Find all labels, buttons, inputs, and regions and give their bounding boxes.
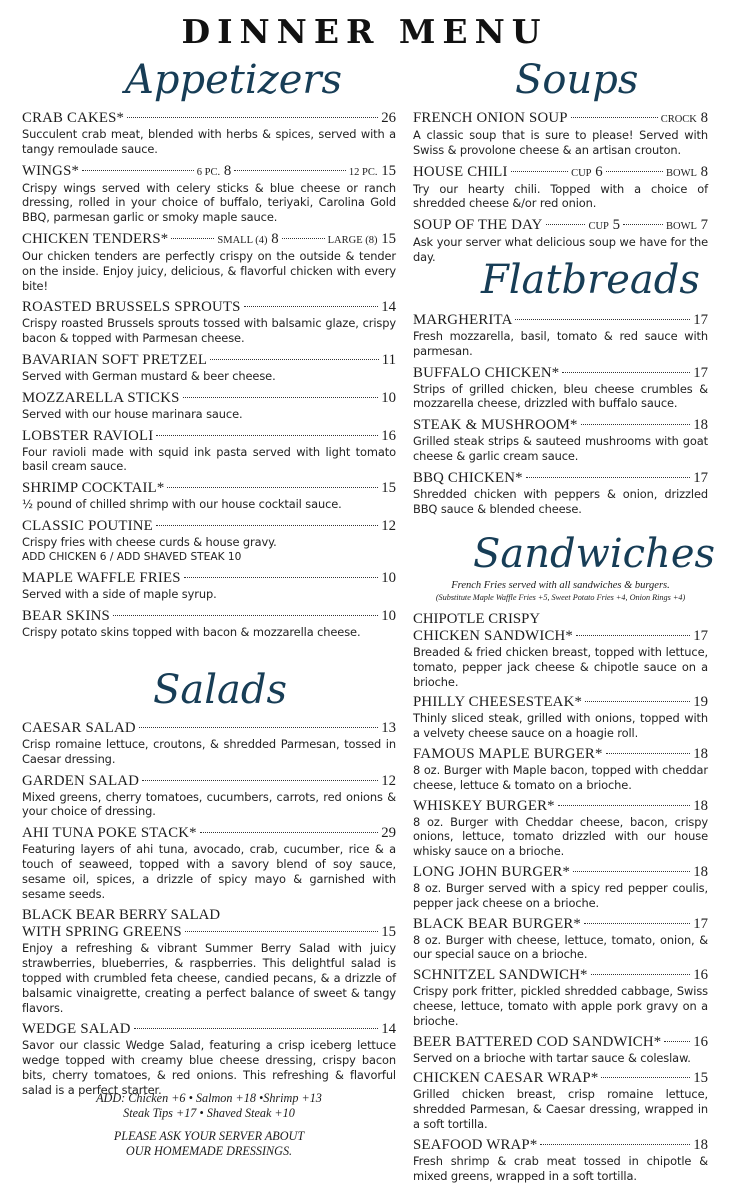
leader-dots xyxy=(591,974,691,975)
item-price: 8 xyxy=(220,162,232,179)
size-option: CUP xyxy=(588,221,609,233)
dressings-note: PLEASE ASK YOUR SERVER ABOUT xyxy=(113,1129,305,1143)
item-price: 15 xyxy=(693,1070,708,1087)
item-price: 8 xyxy=(696,163,709,180)
leader-dots xyxy=(601,1077,690,1078)
item-name: STEAK & MUSHROOM* xyxy=(413,417,578,434)
item-name: GARDEN SALAD xyxy=(22,772,140,789)
size-option: CUP xyxy=(571,167,592,179)
item-name: PHILLY CHEESESTEAK* xyxy=(413,694,583,711)
leader-dots xyxy=(244,306,379,307)
item-name: LOBSTER RAVIOLI xyxy=(22,427,154,444)
leader-dots xyxy=(584,923,690,924)
item-name: FAMOUS MAPLE BURGER* xyxy=(413,745,603,762)
item-price: 7 xyxy=(696,217,709,234)
leader-dots xyxy=(664,1041,690,1042)
item-header xyxy=(22,518,396,535)
item-description: Strips of grilled chicken, bleu cheese crumbles & mozzarella cheese, drizzled with buffalo sauce. xyxy=(413,381,708,411)
item-header xyxy=(22,773,396,790)
menu-item xyxy=(413,110,708,158)
item-name: MOZZARELLA STICKS xyxy=(22,389,180,406)
item-description: Crisp romaine lettuce, croutons, & shredded Parmesan, tossed in Caesar dressing. xyxy=(22,737,396,766)
item-description: Served with a side of maple syrup. xyxy=(22,586,217,601)
leader-dots xyxy=(142,780,378,781)
item-description: Fresh mozzarella, basil, tomato & red sauce with parmesan. xyxy=(413,329,708,358)
salads-notes xyxy=(22,1091,396,1159)
item-name: CHICKEN CAESAR WRAP* xyxy=(413,1070,599,1087)
item-header xyxy=(413,470,708,487)
leader-dots xyxy=(576,635,690,636)
leader-dots xyxy=(581,424,691,425)
item-price: 8 xyxy=(696,110,708,126)
item-description: Featuring layers of ahi tuna, avocado, crab, cucumber, rice & a touch of seaweed, topped with a savory blend of soy sauce, sesame oil, spices, a drizzle of spicy mayo & garnished with sesame seeds. xyxy=(22,842,396,901)
sandwiches-note xyxy=(413,580,708,603)
item-name: CLASSIC POUTINE xyxy=(22,517,153,534)
item-price: 8 xyxy=(267,230,279,247)
leader-dots xyxy=(234,170,346,171)
item-price: 18 xyxy=(693,745,708,762)
item-name: ROASTED BRUSSELS SPROUTS xyxy=(22,299,241,316)
item-price: 19 xyxy=(693,694,708,711)
leader-dots xyxy=(606,753,691,754)
menu-item xyxy=(413,864,708,911)
item-header xyxy=(22,720,396,737)
leader-dots xyxy=(573,871,690,872)
item-price: 6 xyxy=(591,163,603,180)
item-price: 10 xyxy=(381,389,396,406)
item-name: CHICKEN TENDERS* xyxy=(22,230,169,247)
size-option: BOWL xyxy=(665,221,697,233)
item-description: Served with our house marinara sauce. xyxy=(22,406,243,421)
appetizers-section xyxy=(22,110,396,645)
leader-dots xyxy=(511,171,568,172)
leader-dots xyxy=(562,372,690,373)
item-header xyxy=(413,694,708,711)
item-price: 14 xyxy=(381,299,396,316)
item-description: Savor our classic Wedge Salad, featuring a crisp iceberg lettuce wedge topped with creamy blue cheese dressing, crispy bacon bits, cherry tomatoes, & red onions. This refreshing & flavorful salad is a perfect starter. xyxy=(22,1038,396,1097)
item-header xyxy=(413,164,708,182)
item-name: BEER BATTERED COD SANDWICH* xyxy=(413,1033,662,1050)
item-description: Grilled chicken breast, crisp romaine lettuce, shredded Parmesan, & Caesar dressing, wrapped in a soft tortilla. xyxy=(413,1087,708,1131)
item-name: FRENCH ONION SOUP xyxy=(413,110,568,126)
item-name: WINGS* xyxy=(22,162,80,179)
menu-item xyxy=(413,746,708,793)
item-price: 17 xyxy=(693,628,708,644)
item-header xyxy=(22,924,396,941)
item-description: Our chicken tenders are perfectly crispy on the outside & tender on the inside. Enjoy juicy, delicious, & flavorful chicken with every bite! xyxy=(22,248,396,293)
size-option: BOWL xyxy=(665,167,697,179)
menu-item xyxy=(413,1070,708,1131)
item-name: AHI TUNA POKE STACK* xyxy=(22,825,197,842)
item-name-line: CHIPOTLE CRISPY xyxy=(413,611,541,627)
menu-item xyxy=(413,164,708,212)
leader-dots xyxy=(184,577,378,578)
item-header xyxy=(413,417,708,434)
item-name: WEDGE SALAD xyxy=(22,1021,131,1038)
menu-item xyxy=(22,231,396,293)
item-header xyxy=(22,570,396,587)
leader-dots xyxy=(200,832,378,833)
menu-item xyxy=(413,611,708,689)
item-price: 10 xyxy=(381,607,396,624)
menu-item xyxy=(22,773,396,820)
item-name: BLACK BEAR BURGER* xyxy=(413,915,582,932)
item-name: SHRIMP COCKTAIL* xyxy=(22,480,165,497)
leader-dots xyxy=(546,224,586,225)
item-name: MARGHERITA xyxy=(413,312,513,328)
add-ons-line: Steak Tips +17 • Shaved Steak +10 xyxy=(123,1106,295,1120)
item-description: Ask your server what delicious soup we have for the day. xyxy=(413,235,708,264)
sandwiches-heading: Sandwiches xyxy=(473,531,716,577)
item-addon: ADD CHICKEN 6 / ADD SHAVED STEAK 10 xyxy=(22,550,242,563)
menu-item xyxy=(413,312,708,359)
item-price: 16 xyxy=(693,1033,708,1050)
item-description: Served with German mustard & beer cheese. xyxy=(22,368,276,383)
item-name: BBQ CHICKEN* xyxy=(413,469,523,486)
item-name: CRAB CAKES* xyxy=(22,110,125,126)
item-header xyxy=(413,628,708,645)
item-description: Crispy potato skins topped with bacon & mozzarella cheese. xyxy=(22,624,361,639)
item-name: MAPLE WAFFLE FRIES xyxy=(22,569,181,586)
item-header xyxy=(22,299,396,316)
leader-dots xyxy=(156,435,378,436)
item-description: Crispy roasted Brussels sprouts tossed with balsamic glaze, crispy bacon & topped with Parmesan cheese. xyxy=(22,316,396,346)
leader-dots xyxy=(171,238,214,239)
item-header xyxy=(22,390,396,407)
item-name: BEAR SKINS xyxy=(22,607,110,624)
leader-dots xyxy=(139,727,378,728)
item-name: WITH SPRING GREENS xyxy=(22,924,182,941)
item-price: 17 xyxy=(693,364,708,381)
item-description: 8 oz. Burger with Maple bacon, topped with cheddar cheese, lettuce & tomato on a brioche. xyxy=(413,762,708,792)
item-price: 18 xyxy=(693,1136,708,1153)
item-price: 12 xyxy=(381,772,396,789)
fries-note: French Fries served with all sandwiches & burgers. xyxy=(451,580,670,591)
size-option: CROCK xyxy=(660,114,697,125)
leader-dots xyxy=(585,701,690,702)
item-header xyxy=(22,110,396,127)
menu-item xyxy=(22,110,396,157)
item-header xyxy=(413,798,708,815)
item-header xyxy=(413,864,708,881)
leader-dots xyxy=(167,487,378,488)
substitute-note: (Substitute Maple Waffle Fries +5, Sweet Potato Fries +4, Onion Rings +4) xyxy=(435,593,686,602)
item-price: 15 xyxy=(381,480,396,497)
menu-item xyxy=(22,163,396,225)
leader-dots xyxy=(156,525,378,526)
leader-dots xyxy=(183,397,379,398)
menu-item xyxy=(22,518,396,564)
dressings-note: OUR HOMEMADE DRESSINGS. xyxy=(125,1144,293,1158)
item-description: Shredded chicken with peppers & onion, drizzled BBQ sauce & blended cheese. xyxy=(413,486,708,516)
leader-dots xyxy=(558,805,690,806)
item-name: CAESAR SALAD xyxy=(22,720,136,736)
leader-dots xyxy=(515,319,690,320)
item-header xyxy=(22,163,396,181)
leader-dots xyxy=(606,171,663,172)
menu-item xyxy=(413,916,708,963)
leader-dots xyxy=(526,477,691,478)
item-price: 18 xyxy=(693,863,708,880)
item-description: Try our hearty chili. Topped with a choice of shredded cheese &/or red onion. xyxy=(413,181,708,211)
menu-item xyxy=(22,299,396,346)
item-header xyxy=(413,1137,708,1154)
item-description: Thinly sliced steak, grilled with onions, topped with a velvety cheese sauce on a hoagie roll. xyxy=(413,711,708,741)
menu-item xyxy=(22,1021,396,1097)
sandwiches-section xyxy=(413,611,708,1188)
leader-dots xyxy=(82,170,194,171)
menu-item xyxy=(22,428,396,475)
menu-item xyxy=(413,365,708,412)
menu-item xyxy=(413,417,708,464)
item-header xyxy=(22,352,396,369)
appetizers-heading: Appetizers xyxy=(125,57,343,103)
item-description: Four ravioli made with squid ink pasta served with light tomato basil cream sauce. xyxy=(22,444,396,474)
menu-title: DINNER MENU xyxy=(181,12,548,51)
menu-item xyxy=(22,352,396,384)
item-header xyxy=(22,608,396,625)
leader-dots xyxy=(210,359,379,360)
item-price: 13 xyxy=(381,720,396,736)
item-price: 18 xyxy=(693,797,708,814)
size-option: SMALL (4) xyxy=(217,234,268,246)
item-description: Crispy wings served with celery sticks & blue cheese or ranch dressing, rolled in your choice of buffalo, teriyaki, Carolina Gold BBQ, parmesan garlic or smoky maple sauce. xyxy=(22,180,396,225)
add-ons-line: ADD: Chicken +6 • Salmon +18 •Shrimp +13 xyxy=(96,1091,322,1105)
item-header xyxy=(22,1021,396,1038)
size-option: 6 PC. xyxy=(196,166,221,178)
item-name: HOUSE CHILI xyxy=(413,163,508,180)
item-header xyxy=(22,825,396,842)
item-description: 8 oz. Burger with cheese, lettuce, tomato, onion, & our special sauce on a brioche. xyxy=(413,932,708,962)
menu-item xyxy=(22,480,396,512)
leader-dots xyxy=(134,1028,379,1029)
menu-item xyxy=(22,907,396,1015)
item-name: BAVARIAN SOFT PRETZEL xyxy=(22,351,208,368)
item-price: 11 xyxy=(381,351,396,368)
salads-heading: Salads xyxy=(153,667,288,713)
leader-dots xyxy=(282,238,325,239)
item-price: 18 xyxy=(693,417,708,434)
item-header xyxy=(413,365,708,382)
item-description: Breaded & fried chicken breast, topped with lettuce, tomato, pepper jack cheese & chipotle sauce on a brioche. xyxy=(413,645,708,689)
leader-dots xyxy=(185,931,378,932)
item-price: 14 xyxy=(381,1021,396,1038)
item-name: WHISKEY BURGER* xyxy=(413,797,555,814)
menu-item xyxy=(22,608,396,640)
item-description: Succulent crab meat, blended with herbs & spices, served with a tangy remoulade sauce. xyxy=(22,127,396,156)
item-price: 15 xyxy=(377,162,397,179)
item-name: BUFFALO CHICKEN* xyxy=(413,364,560,381)
item-description: Enjoy a refreshing & vibrant Summer Berry Salad with juicy strawberries, blueberries, & raspberries. This delightful salad is topped with crumbled feta cheese, candied pecans, & a drizzle of balsamic vinaigrette, creating a perfect balance of sweet & tangy flavors. xyxy=(22,941,396,1015)
menu-item xyxy=(22,570,396,602)
item-name: LONG JOHN BURGER* xyxy=(413,863,571,880)
item-price: 16 xyxy=(693,967,708,984)
item-header xyxy=(413,110,708,128)
leader-dots xyxy=(623,224,663,225)
menu-item xyxy=(413,1137,708,1184)
item-header xyxy=(413,1034,708,1051)
item-header xyxy=(22,428,396,445)
item-description: Crispy fries with cheese curds & house gravy. xyxy=(22,534,277,549)
item-price: 15 xyxy=(381,924,396,941)
item-price: 12 xyxy=(381,517,396,534)
item-header xyxy=(413,916,708,933)
flatbreads-section xyxy=(413,312,708,522)
item-description: Grilled steak strips & sauteed mushrooms with goat cheese & garlic cream sauce. xyxy=(413,434,708,463)
menu-item xyxy=(413,1034,708,1066)
menu-item xyxy=(413,694,708,741)
item-description: Served on a brioche with tartar sauce & coleslaw. xyxy=(413,1050,691,1065)
size-option: 12 PC. xyxy=(348,166,378,178)
item-description: Mixed greens, cherry tomatoes, cucumbers, carrots, red onions & your choice of dressing. xyxy=(22,789,396,819)
item-header xyxy=(413,1070,708,1087)
flatbreads-heading: Flatbreads xyxy=(481,257,700,303)
item-price: 17 xyxy=(693,312,708,328)
menu-item xyxy=(413,470,708,517)
item-description: A classic soup that is sure to please! Served with Swiss & provolone cheese & an artisan crouton. xyxy=(413,128,708,157)
item-header xyxy=(22,480,396,497)
soups-heading: Soups xyxy=(515,57,639,103)
item-price: 26 xyxy=(381,110,396,126)
item-header xyxy=(413,967,708,984)
size-option: LARGE (8) xyxy=(327,234,378,246)
menu-item xyxy=(413,798,708,859)
item-name: SOUP OF THE DAY xyxy=(413,217,543,234)
item-name: SEAFOOD WRAP* xyxy=(413,1136,538,1153)
item-header xyxy=(413,746,708,763)
leader-dots xyxy=(127,117,378,118)
item-price: 10 xyxy=(381,569,396,586)
menu-item xyxy=(22,390,396,422)
leader-dots xyxy=(571,117,658,118)
item-price: 17 xyxy=(693,469,708,486)
item-description: ½ pound of chilled shrimp with our house cocktail sauce. xyxy=(22,497,342,512)
salads-section xyxy=(22,720,396,1104)
menu-item xyxy=(413,967,708,1028)
item-header xyxy=(413,312,708,329)
item-name: SCHNITZEL SANDWICH* xyxy=(413,967,588,984)
item-description: Fresh shrimp & crab meat tossed in chipotle & mixed greens, wrapped in a soft tortilla. xyxy=(413,1153,708,1183)
leader-dots xyxy=(540,1144,690,1145)
item-price: 15 xyxy=(377,230,397,247)
item-header xyxy=(22,231,396,249)
item-description: 8 oz. Burger with Cheddar cheese, bacon, crispy onions, lettuce, tomato drizzled with our house whisky sauce on a brioche. xyxy=(413,814,708,859)
item-price: 16 xyxy=(381,427,396,444)
item-header xyxy=(413,217,708,235)
menu-item xyxy=(22,825,396,901)
item-price: 17 xyxy=(693,915,708,932)
leader-dots xyxy=(113,615,378,616)
item-description: Crispy pork fritter, pickled shredded cabbage, Swiss cheese, lettuce, tomato with apple pork gravy on a brioche. xyxy=(413,984,708,1028)
soups-section xyxy=(413,110,708,271)
menu-item xyxy=(22,720,396,767)
item-name: CHICKEN SANDWICH* xyxy=(413,628,573,644)
item-price: 5 xyxy=(608,217,621,234)
item-description: 8 oz. Burger served with a spicy red pepper coulis, pepper jack cheese on a brioche. xyxy=(413,880,708,910)
item-name-line: BLACK BEAR BERRY SALAD xyxy=(22,907,221,924)
item-price: 29 xyxy=(381,825,396,842)
